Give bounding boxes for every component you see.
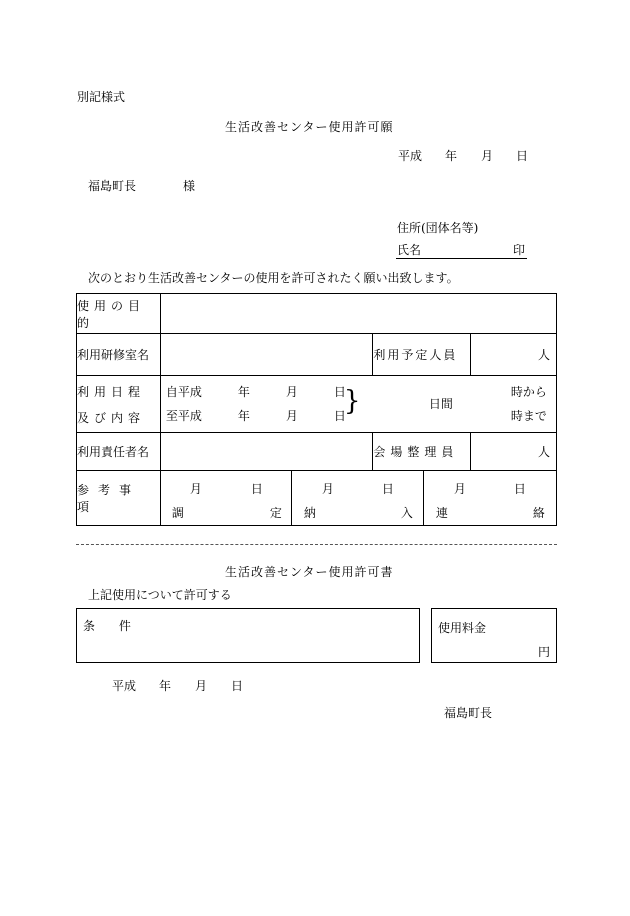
people-unit: 人 <box>537 348 550 362</box>
pay-month: 月 <box>321 482 334 496</box>
notes-field <box>160 471 556 526</box>
to-day: 日 <box>333 409 346 423</box>
staff-label: 会場整理員 <box>373 433 471 471</box>
purpose-row <box>77 294 557 334</box>
seal-mark: 印 <box>513 243 526 257</box>
contact-month: 月 <box>453 482 466 496</box>
room-field[interactable] <box>160 334 372 376</box>
form-reference: 別記様式 <box>77 90 126 104</box>
application-title: 生活改善センター使用許可願 <box>225 120 394 134</box>
permit-issuer: 福島町長 <box>444 706 493 720</box>
from-prefix: 自平成 <box>165 385 202 399</box>
application-table <box>76 293 557 526</box>
planned-people-label: 利用予定人員 <box>373 334 471 376</box>
notes-row <box>77 471 557 526</box>
application-date-year: 年 <box>445 149 458 163</box>
permit-lead: 上記使用について許可する <box>88 588 232 602</box>
to-month: 月 <box>285 409 298 423</box>
notes-label: 参考事項 <box>77 471 161 526</box>
staff-unit: 人 <box>537 445 550 459</box>
notes-divider-2 <box>423 471 424 525</box>
room-row <box>77 334 557 376</box>
addressee: 福島町長 <box>88 179 137 193</box>
application-date-era: 平成 <box>398 149 423 163</box>
to-time: 時まで <box>510 409 547 423</box>
planned-people-field[interactable] <box>471 334 557 376</box>
contact-day: 日 <box>513 482 526 496</box>
permit-title: 生活改善センター使用許可書 <box>225 565 394 579</box>
schedule-label <box>77 376 161 433</box>
section-separator <box>76 544 557 545</box>
from-day: 日 <box>333 385 346 399</box>
conditions-box[interactable] <box>76 608 420 663</box>
name-underline <box>396 258 527 259</box>
schedule-label-line2: 及び内容 <box>77 410 146 425</box>
permit-date-year: 年 <box>159 679 172 693</box>
name-label: 氏名 <box>397 243 422 257</box>
pay-day: 日 <box>381 482 394 496</box>
responsible-row <box>77 433 557 471</box>
fee-unit: 円 <box>537 645 550 659</box>
addressee-suffix: 様 <box>183 179 196 193</box>
days-label: 日間 <box>428 397 453 411</box>
room-label: 利用研修室名 <box>77 334 161 376</box>
conditions-label: 条 件 <box>83 619 141 633</box>
schedule-row <box>77 376 557 433</box>
notes-divider-1 <box>291 471 292 525</box>
responsible-label: 利用責任者名 <box>77 433 161 471</box>
request-text: 次のとおり生活改善センターの使用を許可されたく願い出致します。 <box>88 271 459 285</box>
from-month: 月 <box>285 385 298 399</box>
schedule-field[interactable] <box>160 376 556 433</box>
permit-date-month: 月 <box>195 679 208 693</box>
fee-label: 使用料金 <box>438 621 487 635</box>
address-label: 住所(団体名等) <box>397 221 479 235</box>
from-year: 年 <box>237 385 250 399</box>
permit-date-day: 日 <box>231 679 244 693</box>
schedule-label-line1: 利用日程 <box>77 384 146 399</box>
permit-date-era: 平成 <box>112 679 137 693</box>
responsible-field[interactable] <box>160 433 372 471</box>
brace-mark: } <box>343 385 361 417</box>
staff-field[interactable] <box>471 433 557 471</box>
to-year: 年 <box>237 409 250 423</box>
application-date-month: 月 <box>481 149 494 163</box>
adjust-day: 日 <box>250 482 263 496</box>
pay-char-1: 納 <box>303 506 316 520</box>
purpose-field[interactable] <box>160 294 556 334</box>
adjust-char-1: 調 <box>171 506 184 520</box>
adjust-char-2: 定 <box>269 506 282 520</box>
purpose-label: 使用の目的 <box>77 294 161 334</box>
fee-box[interactable] <box>431 608 557 663</box>
to-prefix: 至平成 <box>165 409 202 423</box>
contact-char-1: 連 <box>435 506 448 520</box>
pay-char-2: 入 <box>400 506 413 520</box>
contact-char-2: 絡 <box>532 506 545 520</box>
adjust-month: 月 <box>189 482 202 496</box>
from-time: 時から <box>510 385 547 399</box>
application-date-day: 日 <box>516 149 529 163</box>
